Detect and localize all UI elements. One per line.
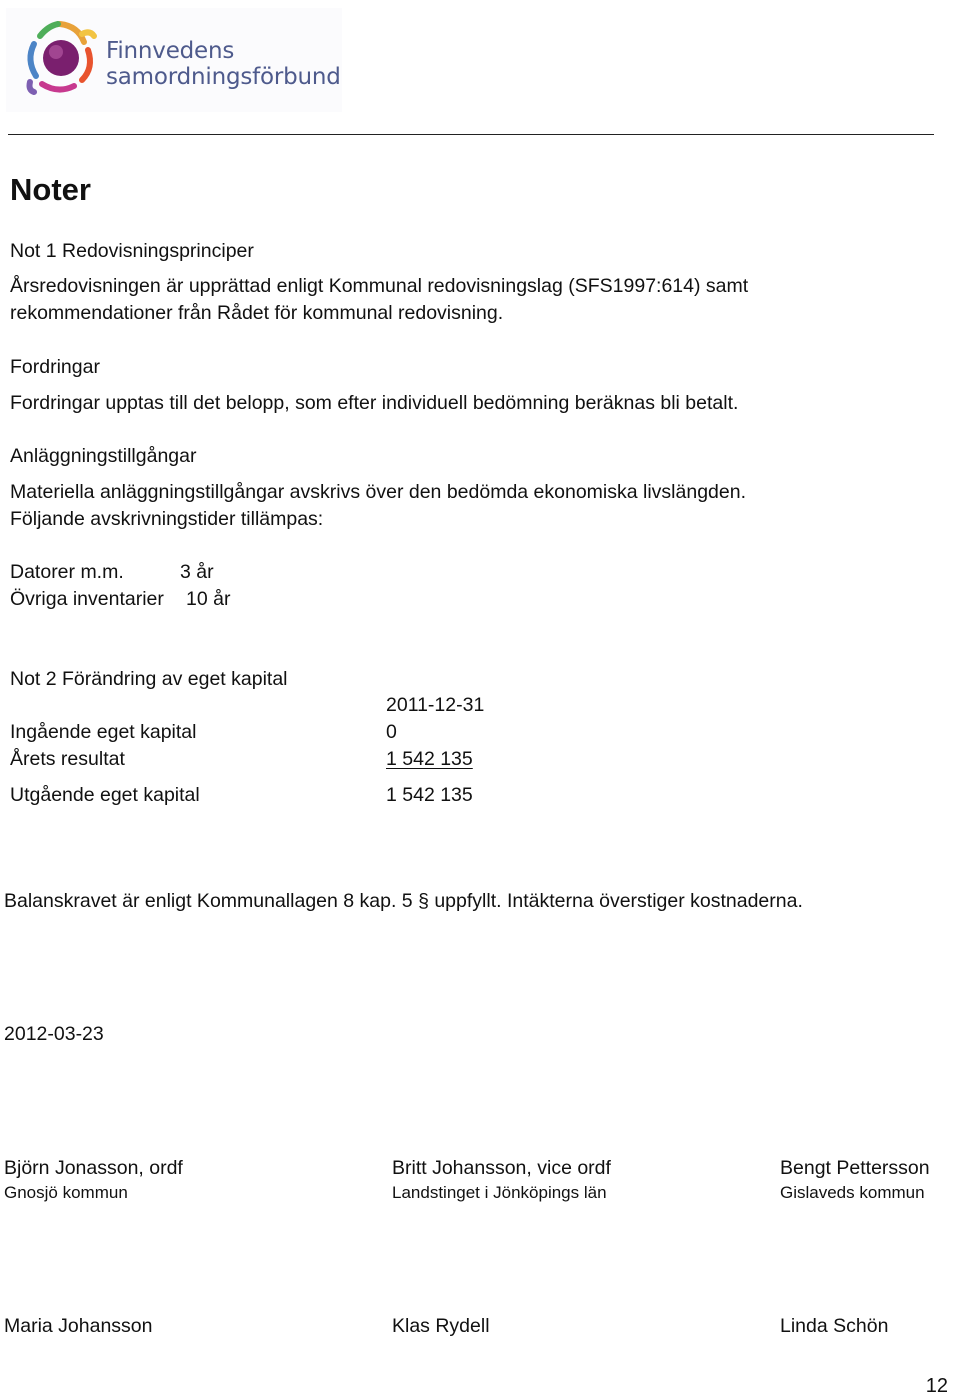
depreciation-item: Datorer m.m. [10,561,124,583]
balance-statement: Balanskravet är enligt Kommunallagen 8 kap. 5 § uppfyllt. Intäkterna överstiger kostnaderna. [4,890,803,912]
signatory-name: Bengt Pettersson [780,1157,930,1179]
page-number: 12 [925,1375,948,1397]
equity-total-value: 1 542 135 [386,784,473,806]
signatory-org: Landstinget i Jönköpings län [392,1183,607,1202]
assets-heading: Anläggningstillgångar [10,445,197,467]
note1-intro-line1: Årsredovisningen är upprättad enligt Kommunal redovisningslag (SFS1997:614) samt [10,275,749,297]
signatory-name: Linda Schön [780,1315,889,1337]
equity-row-label: Årets resultat [10,748,125,770]
assets-text-line1: Materiella anläggningstillgångar avskrivs över den bedömda ekonomiska livslängden. [10,481,747,503]
signatory-name: Britt Johansson, vice ordf [392,1157,611,1179]
signatory-org: Gislaveds kommun [780,1183,925,1202]
signature-date: 2012-03-23 [4,1023,104,1045]
header-divider [8,134,934,135]
equity-row-label: Ingående eget kapital [10,721,197,743]
assets-text-line2: Följande avskrivningstider tillämpas: [10,508,324,530]
depreciation-period: 3 år [180,561,214,583]
note2-title: Not 2 Förändring av eget kapital [10,668,288,690]
signatory-name: Maria Johansson [4,1315,153,1337]
signatory-name: Björn Jonasson, ordf [4,1157,183,1179]
logo-name-line1: Finnvedens [106,38,235,64]
receivables-heading: Fordringar [10,356,100,378]
depreciation-item: Övriga inventarier [10,588,164,610]
depreciation-period: 10 år [186,588,231,610]
equity-total-label: Utgående eget kapital [10,784,200,806]
signatory-org: Gnosjö kommun [4,1183,128,1202]
note1-intro-line2: rekommendationer från Rådet för kommunal redovisning. [10,302,504,324]
logo-emblem-icon [20,16,102,98]
logo-name-line2: samordningsförbund [106,64,341,90]
equity-row-value: 0 [386,721,397,743]
equity-row-value: 1 542 135 [386,748,473,770]
organization-logo [6,8,342,112]
note1-title: Not 1 Redovisningsprinciper [10,240,254,262]
page-heading: Noter [10,172,91,207]
note2-column-date: 2011-12-31 [386,694,485,716]
receivables-text: Fordringar upptas till det belopp, som efter individuell bedömning beräknas bli betalt. [10,392,739,414]
signatory-name: Klas Rydell [392,1315,490,1337]
